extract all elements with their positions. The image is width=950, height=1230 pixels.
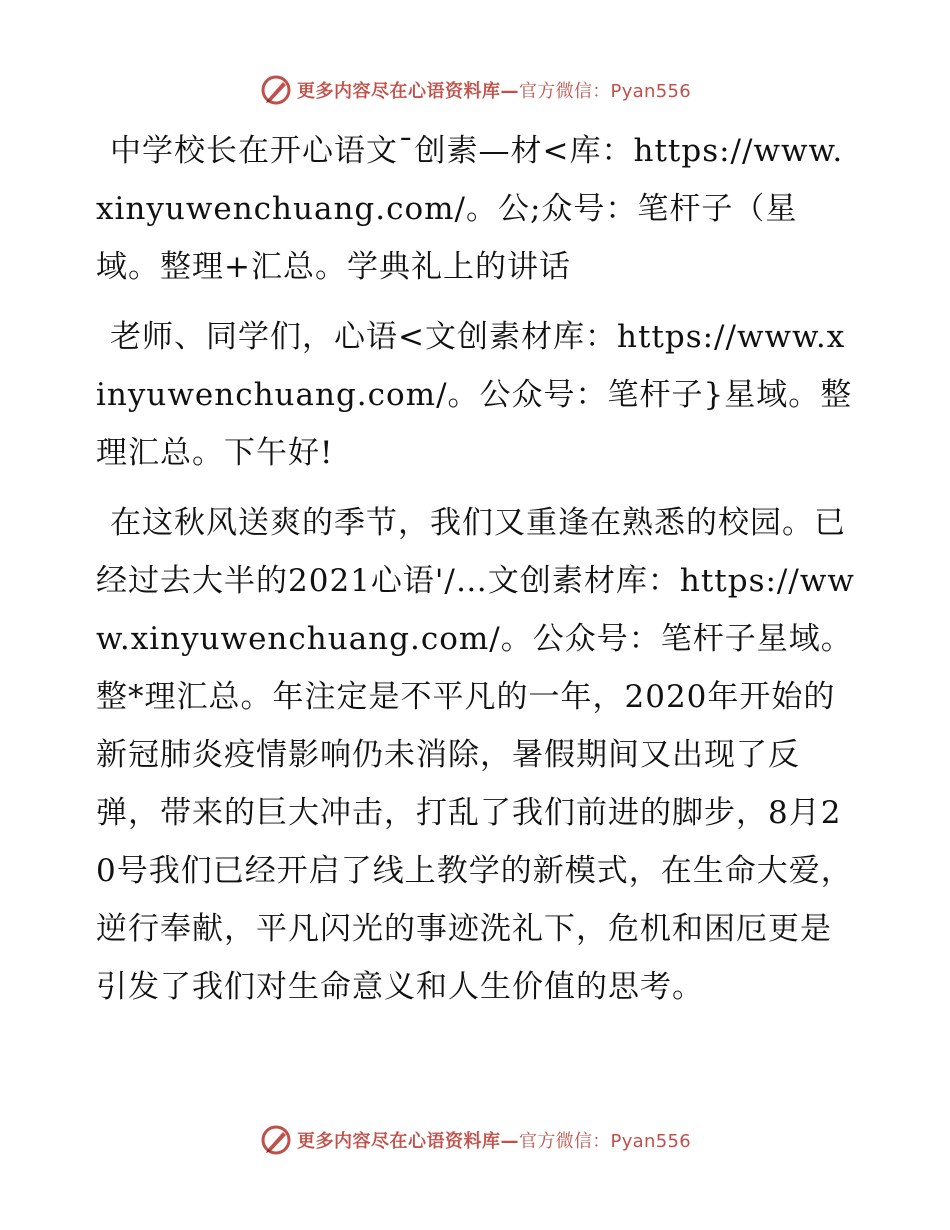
footer-brand-text: 更多内容尽在心语资料库—: [297, 1131, 520, 1152]
header-banner: [0, 70, 950, 110]
paragraph-greeting: 老师、同学们，心语<文创素材库：https://www.xinyuwenchuang.com/。公众号：笔杆子}星域。整理汇总。下午好!: [96, 319, 853, 471]
header-brand-text: 更多内容尽在心语资料库—: [297, 81, 520, 102]
paragraph-body: 在这秋风送爽的季节，我们又重逢在熟悉的校园。已经过去大半的2021心语'/…文创素材库：https://www.xinyuwenchuang.com/。公众号：笔杆子星域。整*理汇总。年注定是不平凡的一年，2020年开始的新冠肺炎疫情影响仍未消除，暑假期间又出现了反弹，带来的巨大冲击，打乱了我们前进的脚步，8月20号我们已经开启了线上教学的新模式，在生命大爱，逆行奉献，平凡闪光的事迹洗礼下，危机和困厄更是引发了我们对生命意义和人生价值的思考。: [96, 505, 855, 1005]
footer-banner: [0, 1120, 950, 1160]
header-contact-text: 官方微信：Pyan556: [519, 81, 691, 102]
document-body: [96, 122, 856, 1028]
pen-logo-icon: [259, 73, 293, 107]
pen-logo-icon: [259, 1123, 293, 1157]
footer-contact-text: 官方微信：Pyan556: [519, 1131, 691, 1152]
paragraph-title: 中学校长在开心语文¯创素—材<库：https://www.xinyuwenchuang.com/。公;众号：笔杆子（星域。整理+汇总。学典礼上的讲话: [96, 133, 844, 285]
